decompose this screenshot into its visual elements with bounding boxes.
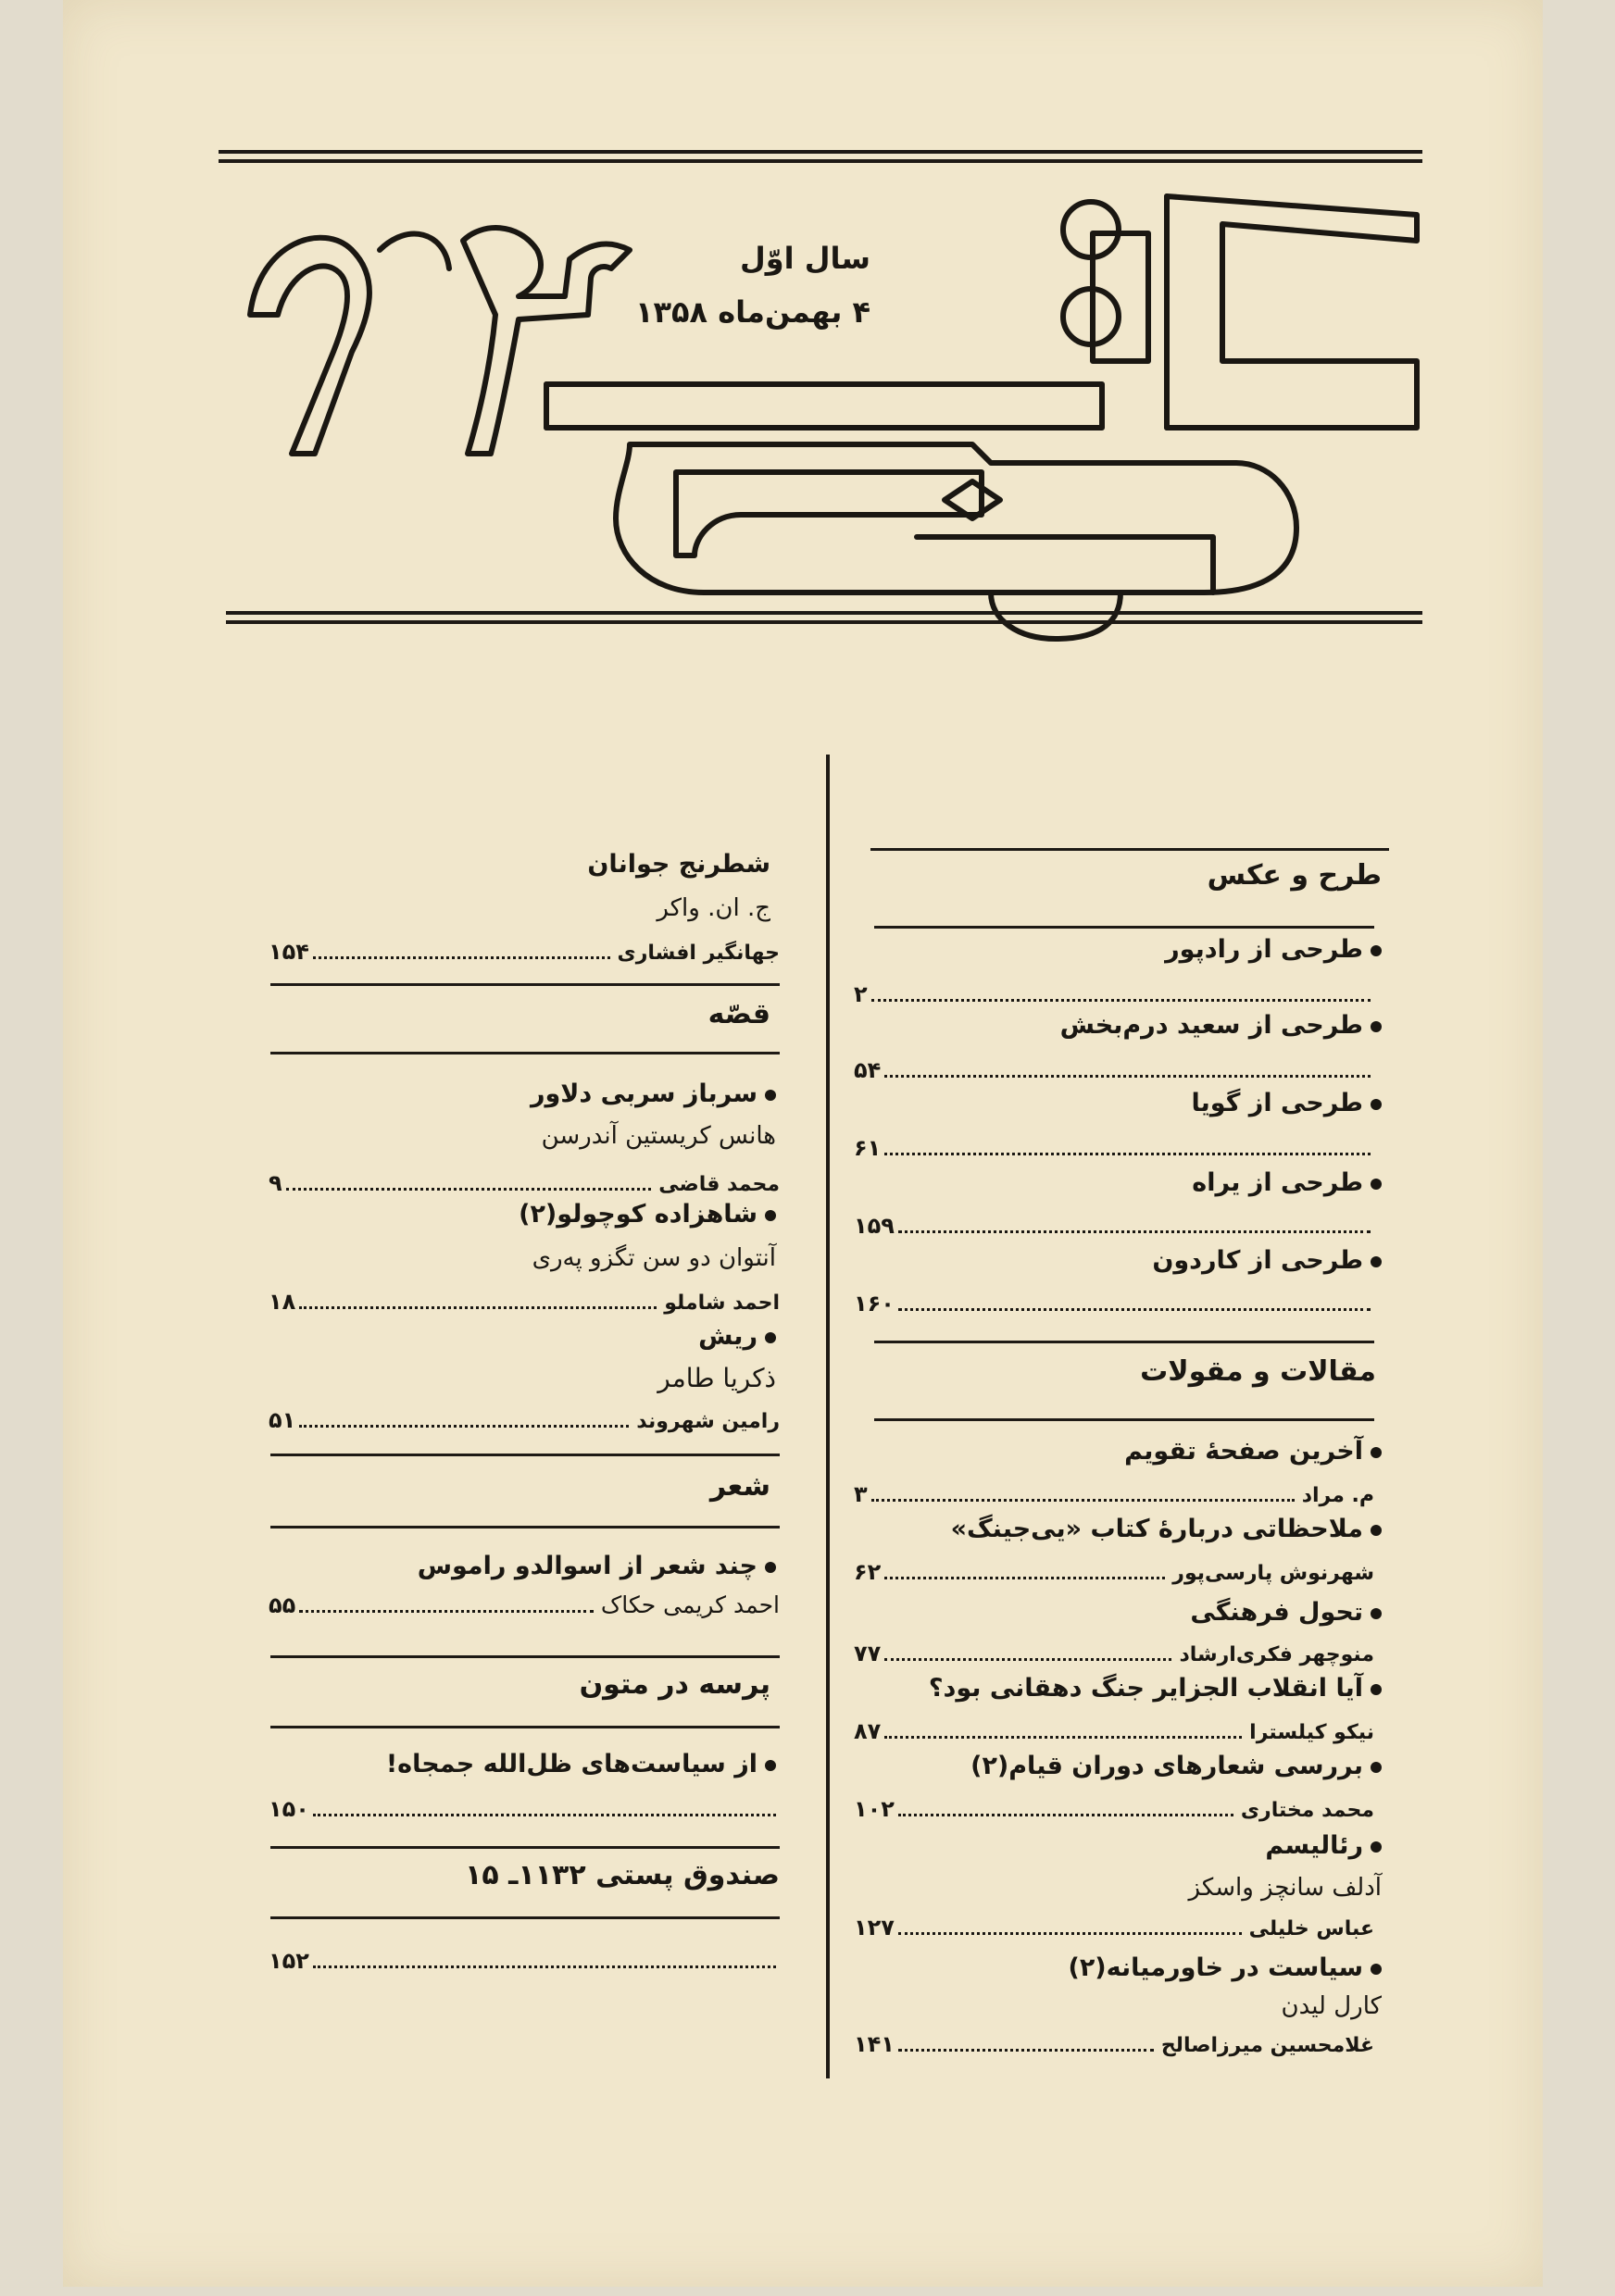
page-number: ۱۵۴ bbox=[269, 939, 309, 965]
byline: عباس خلیلی bbox=[1248, 1917, 1374, 1940]
byline: جهانگیر افشاری bbox=[617, 942, 780, 965]
bullet-icon bbox=[1371, 1021, 1382, 1032]
dot-leader bbox=[313, 1814, 776, 1816]
bullet-icon bbox=[1371, 1447, 1382, 1458]
bullet-icon bbox=[765, 1332, 776, 1343]
page-number: ۲ bbox=[854, 981, 868, 1007]
rule bbox=[270, 1052, 780, 1054]
toc-leader bbox=[854, 2031, 1374, 2057]
dot-leader bbox=[884, 1075, 1371, 1078]
rule bbox=[874, 1341, 1374, 1343]
bullet-icon bbox=[1371, 1179, 1382, 1190]
toc-leader bbox=[854, 1057, 1374, 1083]
author: آنتوان دو سن تگزو پەری bbox=[532, 1244, 776, 1272]
dot-leader bbox=[313, 1965, 776, 1968]
section-title-poetry: شعر bbox=[709, 1470, 770, 1503]
entry-title: طرحی از رادپور bbox=[1165, 935, 1382, 964]
dot-leader bbox=[898, 1230, 1371, 1233]
entry-title: طرحی از یراه bbox=[1192, 1168, 1382, 1197]
author: آدلف سانچز واسکز bbox=[1188, 1874, 1382, 1902]
dot-leader bbox=[898, 1308, 1371, 1311]
page-number: ۱۲۷ bbox=[854, 1915, 895, 1940]
entry-title: چند شعر از اسوالدو راموس bbox=[418, 1552, 776, 1580]
page-number: ۵۵ bbox=[269, 1592, 296, 1618]
dot-leader bbox=[884, 1153, 1371, 1155]
byline: شهرنوش پارسی‌پور bbox=[1172, 1562, 1374, 1585]
rule bbox=[270, 1526, 780, 1529]
rule bbox=[270, 1454, 780, 1456]
bullet-icon bbox=[1371, 1525, 1382, 1536]
bullet-icon bbox=[1371, 1762, 1382, 1773]
byline: غلامحسین میرزاصالح bbox=[1160, 2034, 1374, 2057]
page-number: ۶۲ bbox=[854, 1559, 882, 1585]
page-number: ۱۵۲ bbox=[269, 1948, 309, 1974]
page-number: ۱۵۹ bbox=[854, 1213, 895, 1239]
dot-leader bbox=[884, 1577, 1165, 1579]
bullet-icon bbox=[765, 1562, 776, 1573]
column-divider bbox=[826, 755, 830, 2078]
bullet-icon bbox=[1371, 945, 1382, 956]
rule bbox=[270, 1655, 780, 1658]
toc-leader bbox=[854, 1291, 1374, 1316]
section-title-chess: شطرنج جوانان bbox=[587, 850, 770, 879]
entry-title: طرحی از سعید درم‌بخش bbox=[1060, 1011, 1382, 1040]
page-number: ۱۰۲ bbox=[854, 1796, 895, 1822]
rule bbox=[874, 1418, 1374, 1421]
bullet-icon bbox=[1371, 1964, 1382, 1975]
page-number: ۵۴ bbox=[854, 1057, 882, 1083]
rule bbox=[270, 1916, 780, 1919]
page-number: ۶۱ bbox=[854, 1135, 882, 1161]
bullet-icon bbox=[1371, 1608, 1382, 1619]
page-number: ۳ bbox=[854, 1481, 868, 1507]
bullet-icon bbox=[765, 1210, 776, 1221]
page-number: ۷۷ bbox=[854, 1641, 882, 1666]
entry-title: طرحی از گویا bbox=[1191, 1089, 1382, 1117]
byline: محمد قاضی bbox=[658, 1173, 780, 1196]
section-title-texts: پرسه در متون bbox=[579, 1668, 770, 1701]
header-rule-bottom bbox=[226, 611, 1422, 624]
entry-title: بررسی شعارهای دوران قیام(۲) bbox=[970, 1752, 1382, 1780]
author: ذکریا طامر bbox=[657, 1363, 776, 1393]
toc-leader bbox=[269, 1796, 780, 1822]
entry-title: آیا انقلاب الجزایر جنگ دهقانی بود؟ bbox=[929, 1674, 1382, 1703]
toc-leader bbox=[269, 1407, 780, 1433]
toc-leader bbox=[854, 1718, 1374, 1744]
entry-title: رئالیسم bbox=[1265, 1831, 1382, 1860]
toc-leader bbox=[854, 1559, 1374, 1585]
entry-title: آخرین صفحهٔ تقویم bbox=[1124, 1437, 1382, 1466]
author: هانس کریستین آندرسن bbox=[541, 1122, 776, 1150]
toc-leader bbox=[269, 1170, 780, 1196]
rule bbox=[270, 1846, 780, 1849]
dot-leader bbox=[871, 1499, 1295, 1502]
toc-leader bbox=[854, 1481, 1374, 1507]
toc-leader bbox=[854, 981, 1374, 1007]
bullet-icon bbox=[765, 1760, 776, 1771]
toc-leader bbox=[854, 1915, 1374, 1940]
page-number: ۵۱ bbox=[269, 1407, 296, 1433]
author: کارل لیدن bbox=[1281, 1992, 1382, 2020]
dot-leader bbox=[898, 2049, 1154, 2052]
entry-title: از سیاست‌های ظل‌الله جمجاه! bbox=[386, 1750, 776, 1778]
page-number: ۹ bbox=[269, 1170, 282, 1196]
section-title-art: طرح و عکس bbox=[1207, 859, 1382, 892]
page-number: ۱۸ bbox=[269, 1289, 296, 1315]
toc-leader bbox=[854, 1213, 1374, 1239]
toc-leader bbox=[269, 939, 780, 965]
byline: احمد شاملو bbox=[664, 1292, 780, 1315]
dot-leader bbox=[299, 1425, 629, 1428]
byline: م. مراد bbox=[1301, 1484, 1374, 1507]
entry-title: طرحی از کاردون bbox=[1152, 1246, 1382, 1275]
dot-leader bbox=[299, 1306, 657, 1309]
byline: منوچهر فکری‌ارشاد bbox=[1179, 1643, 1374, 1666]
dot-leader bbox=[898, 1814, 1233, 1816]
rule bbox=[270, 983, 780, 986]
page-number: ۸۷ bbox=[854, 1718, 882, 1744]
section-title-mailbox: صندوق پستی ۱۱۳۲ـ ۱۵ bbox=[465, 1859, 780, 1891]
entry-title: تحول فرهنگی bbox=[1190, 1598, 1382, 1627]
entry-title: ملاحظاتی دربارهٔ کتاب «یی‌جینگ» bbox=[951, 1515, 1382, 1543]
dot-leader bbox=[898, 1932, 1242, 1935]
section-title-story: قصّه bbox=[707, 998, 770, 1030]
section-title-articles: مقالات و مقولات bbox=[1140, 1355, 1376, 1388]
page-number: ۱۴۱ bbox=[854, 2031, 895, 2057]
date-label: ۴ بهمن‌ماه ۱۳۵۸ bbox=[634, 294, 870, 330]
author: ج. ان. واکر bbox=[657, 894, 770, 922]
dot-leader bbox=[871, 999, 1371, 1002]
toc-leader bbox=[854, 1641, 1374, 1666]
rule bbox=[870, 848, 1389, 851]
dot-leader bbox=[884, 1658, 1171, 1661]
bullet-icon bbox=[1371, 1841, 1382, 1853]
bullet-icon bbox=[1371, 1099, 1382, 1110]
entry-title: ریش bbox=[698, 1322, 776, 1351]
byline: احمد کریمی حکاک bbox=[600, 1591, 780, 1618]
header-rule-top bbox=[219, 150, 1422, 163]
toc-leader bbox=[854, 1135, 1374, 1161]
bullet-icon bbox=[1371, 1684, 1382, 1695]
byline: نیکو کیلسترا bbox=[1249, 1721, 1374, 1744]
entry-title: شاهزاده کوچولو(۲) bbox=[519, 1200, 776, 1229]
dot-leader bbox=[286, 1188, 652, 1191]
toc-leader bbox=[269, 1592, 780, 1618]
toc-leader bbox=[854, 1796, 1374, 1822]
rule bbox=[270, 1726, 780, 1728]
page-number: ۱۶۰ bbox=[854, 1291, 895, 1316]
page-number: ۱۵۰ bbox=[269, 1796, 309, 1822]
volume-label: سال اوّل bbox=[739, 241, 870, 276]
entry-title: سیاست در خاورمیانه(۲) bbox=[1068, 1953, 1382, 1982]
byline: محمد مختاری bbox=[1240, 1799, 1374, 1822]
toc-leader bbox=[269, 1289, 780, 1315]
entry-title: سرباز سربی دلاور bbox=[531, 1079, 776, 1108]
dot-leader bbox=[299, 1610, 594, 1613]
bullet-icon bbox=[1371, 1256, 1382, 1267]
byline: رامین شهروند bbox=[636, 1410, 780, 1433]
toc-leader bbox=[269, 1948, 780, 1974]
dot-leader bbox=[884, 1736, 1242, 1739]
rule bbox=[874, 926, 1374, 929]
bullet-icon bbox=[765, 1090, 776, 1101]
dot-leader bbox=[313, 956, 610, 959]
